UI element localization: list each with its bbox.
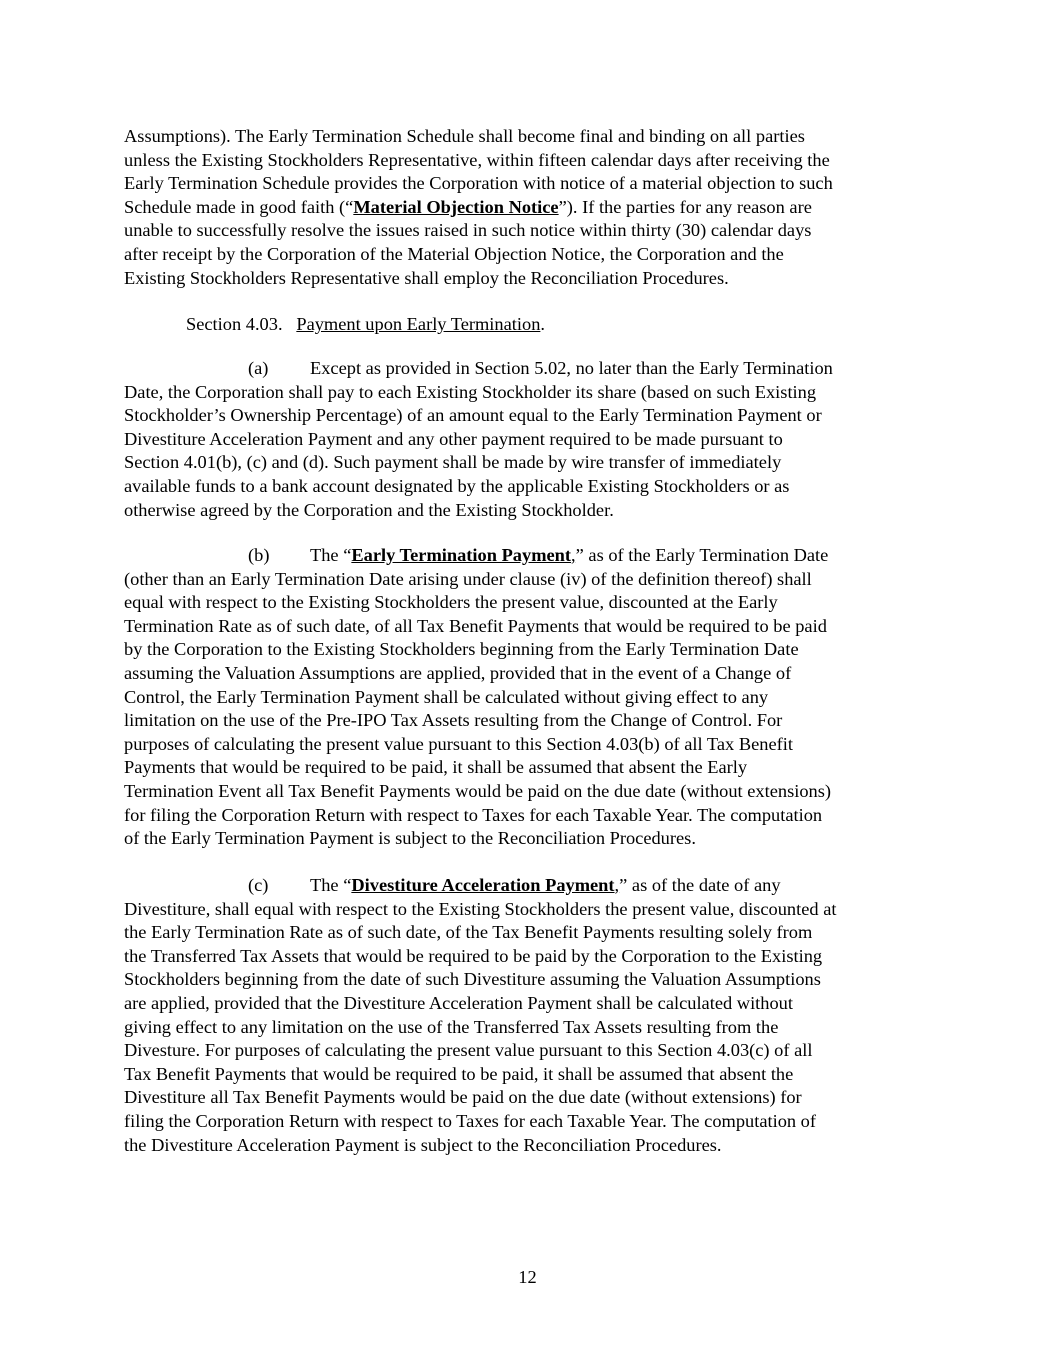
text-line: Control, the Early Termination Payment shall be calculated without giving effect to any <box>124 686 769 707</box>
text-fragment: , <box>614 875 620 895</box>
defined-term-material-objection-notice: Material Objection Notice <box>353 196 559 217</box>
text-fragment: ” as of the Early Termination Date <box>575 545 829 565</box>
text-line: for filing the Corporation Return with respect to Taxes for each Taxable Year. The computation <box>124 804 823 825</box>
paragraph-b <box>124 544 936 851</box>
text-line: Section 4.01(b), (c) and (d). Such payment shall be made by wire transfer of immediately <box>124 452 782 473</box>
text-line: unable to successfully resolve the issues raised in such notice within thirty (30) calendar days <box>124 220 812 241</box>
text-line: Divesture. For purposes of calculating the present value pursuant to this Section 4.03(c) of all <box>124 1040 813 1061</box>
text-line: Termination Event all Tax Benefit Payments would be paid on the due date (without extensions) <box>124 780 832 801</box>
text-line: Stockholders beginning from the date of such Divestiture assuming the Valuation Assumptions <box>124 969 821 990</box>
defined-term-early-termination-payment: Early Termination Payment <box>351 545 572 565</box>
section-heading <box>124 313 936 337</box>
text-fragment: ”). If the parties for any reason are <box>558 196 812 217</box>
paragraph-c <box>124 874 936 1157</box>
text-line: after receipt by the Corporation of the Material Objection Notice, the Corporation and the <box>124 243 784 264</box>
clause-label: (c) <box>248 875 269 895</box>
text-line <box>124 357 936 381</box>
text-line: available funds to a bank account designated by the applicable Existing Stockholders or as <box>124 475 790 496</box>
text-line: Stockholder’s Ownership Percentage) of an amount equal to the Early Termination Payment or <box>124 405 822 426</box>
text-line: Divestiture, shall equal with respect to the Existing Stockholders the present value, discounted at <box>124 898 837 919</box>
text-line: Tax Benefit Payments that would be required to be paid, it shall be assumed that absent the <box>124 1063 794 1084</box>
text-line: Termination Rate as of such date, of all Tax Benefit Payments that would be required to be paid <box>124 615 827 636</box>
text-line: the Transferred Tax Assets that would be required to be paid by the Corporation to the Existing <box>124 945 823 966</box>
text-line: assuming the Valuation Assumptions are applied, provided that in the event of a Change of <box>124 662 792 683</box>
text-line: otherwise agreed by the Corporation and the Existing Stockholder. <box>124 499 614 520</box>
text-fragment: , <box>571 545 576 565</box>
text-line: by the Corporation to the Existing Stockholders beginning from the Early Termination Date <box>124 639 799 660</box>
text-fragment: The “ <box>310 875 352 895</box>
text-line: (other than an Early Termination Date arising under clause (iv) of the definition thereof) shall <box>124 568 812 589</box>
text-line <box>124 544 936 568</box>
text-line: unless the Existing Stockholders Representative, within fifteen calendar days after receiving the <box>124 149 830 170</box>
text-line: equal with respect to the Existing Stockholders the present value, discounted at the Early <box>124 592 778 613</box>
text-fragment: The “ <box>310 545 352 565</box>
page-number: 12 <box>518 1267 537 1287</box>
defined-term-divestiture-acceleration-payment: Divestiture Acceleration Payment <box>351 875 615 895</box>
text-line: the Divestiture Acceleration Payment is subject to the Reconciliation Procedures. <box>124 1134 722 1155</box>
text-line: Existing Stockholders Representative shall employ the Reconciliation Procedures. <box>124 267 729 288</box>
text-line: Date, the Corporation shall pay to each Existing Stockholder its share (based on such Existing <box>124 381 817 402</box>
text-line: Divestiture Acceleration Payment and any other payment required to be made pursuant to <box>124 428 783 449</box>
text-line: of the Early Termination Payment is subject to the Reconciliation Procedures. <box>124 828 696 849</box>
text-line: giving effect to any limitation on the use of the Transferred Tax Assets resulting from the <box>124 1016 779 1037</box>
text-fragment: Schedule made in good faith (“ <box>124 196 354 217</box>
text-fragment: ” as of the date of any <box>619 875 781 895</box>
section-number: Section 4.03. <box>186 314 283 334</box>
text-line: Payments that would be required to be paid, it shall be assumed that absent the Early <box>124 757 748 778</box>
section-period: . <box>540 314 545 334</box>
text-line: Early Termination Schedule provides the Corporation with notice of a material objection to such <box>124 173 833 194</box>
text-fragment: Except as provided in Section 5.02, no later than the Early Termination <box>310 358 833 378</box>
paragraph-a <box>124 357 936 522</box>
text-line: limitation on the use of the Pre-IPO Tax Assets resulting from the Change of Control. For <box>124 710 783 731</box>
text-line <box>124 196 936 220</box>
text-line: purposes of calculating the present value pursuant to this Section 4.03(b) of all Tax Benefit <box>124 733 793 754</box>
text-line: Assumptions). The Early Termination Schedule shall become final and binding on all parties <box>124 126 805 146</box>
section-title: Payment upon Early Termination <box>296 314 541 334</box>
clause-label: (b) <box>248 545 270 565</box>
paragraph-continuation <box>124 125 936 290</box>
text-line: the Early Termination Rate as of such date, of the Tax Benefit Payments resulting solely from <box>124 922 813 943</box>
clause-label: (a) <box>248 358 269 378</box>
text-line: are applied, provided that the Divestiture Acceleration Payment shall be calculated without <box>124 992 793 1013</box>
text-line: Divestiture all Tax Benefit Payments would be paid on the due date (without extensions) for <box>124 1087 802 1108</box>
text-line: filing the Corporation Return with respect to Taxes for each Taxable Year. The computation of <box>124 1110 817 1131</box>
text-line <box>124 874 936 898</box>
